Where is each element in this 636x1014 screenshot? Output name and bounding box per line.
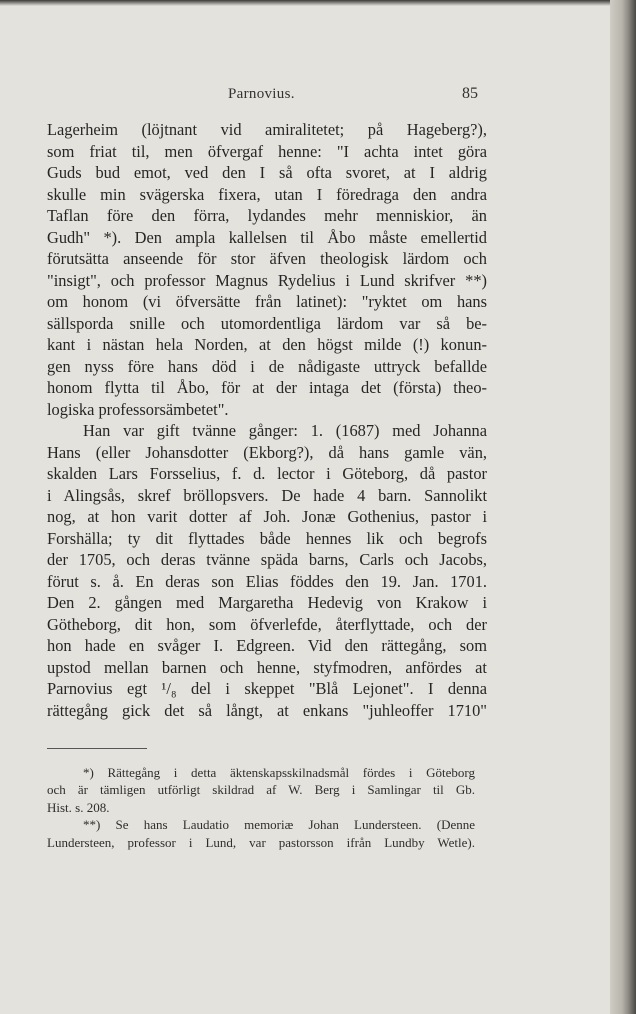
page-number: 85 bbox=[462, 85, 478, 102]
body-text bbox=[47, 119, 487, 721]
body-line: upstod mellan barnen och henne, styfmodren, anfördes at bbox=[47, 657, 487, 677]
body-line: Götheborg, dit hon, som öfverlefde, återflyttade, och der bbox=[47, 614, 487, 634]
body-line: nog, at hon varit dotter af Joh. Jonæ Gothenius, pastor i bbox=[47, 507, 487, 526]
body-line: Guds bud emot, ved den I så ofta svoret, at I aldrig bbox=[47, 163, 487, 182]
body-line: som friat til, men öfvergaf henne: "I achta intet göra bbox=[47, 141, 487, 161]
body-line: i Alingsås, skref bröllopsvers. De hade 4 barn. Sannolikt bbox=[47, 485, 487, 505]
body-line: Parnovius egt ¹/₈ del i skeppet "Blå Lejonet". I denna bbox=[47, 679, 487, 698]
body-line: skalden Lars Forsselius, f. d. lector i Göteborg, då pastor bbox=[47, 464, 487, 483]
body-line: kant i nästan hela Norden, at den högst milde (!) konun- bbox=[47, 335, 487, 354]
body-line: Den 2. gången med Margaretha Hedevig von Krakow i bbox=[47, 593, 487, 612]
body-line: hon hade en svåger I. Edgreen. Vid den rättegång, som bbox=[47, 636, 487, 655]
body-line: gen nyss före hans död i de nådigaste uttryck befallde bbox=[47, 356, 487, 376]
body-line: der 1705, och deras tvänne späda barns, Carls och Jacobs, bbox=[47, 550, 487, 569]
footnote-line: *) Rättegång i detta äktenskapsskilnadsmål fördes i Göteborg bbox=[83, 765, 475, 780]
body-line: "insigt", och professor Magnus Rydelius i Lund skrifver **) bbox=[47, 270, 487, 290]
body-line: Gudh" *). Den ampla kallelsen til Åbo måste emellertid bbox=[47, 227, 487, 247]
body-line: logiska professorsämbetet". bbox=[47, 399, 229, 419]
footnote-line: **) Se hans Laudatio memoriæ Johan Lundersteen. (Denne bbox=[83, 817, 475, 833]
body-line: förutsätta anseende för stor äfven theologisk lärdom och bbox=[47, 249, 487, 268]
footnote-line: Lundersteen, professor i Lund, var pastorsson ifrån Lundby Wetle). bbox=[47, 834, 475, 850]
body-line: Forshälla; ty dit flyttades både hennes lik och begrofs bbox=[47, 528, 487, 548]
body-line: skulle min svägerska fixera, utan I föredraga den andra bbox=[47, 184, 487, 204]
running-title: Parnovius. bbox=[228, 86, 295, 102]
footnote-divider bbox=[47, 748, 147, 749]
footnote-line: Hist. s. 208. bbox=[47, 799, 110, 815]
body-line: Hans (eller Johansdotter (Ekborg?), då hans gamle vän, bbox=[47, 442, 487, 462]
body-line: rättegång gick det så långt, at enkans "juhleoffer 1710" bbox=[47, 700, 487, 720]
body-line: förut s. å. En deras son Elias föddes den 19. Jan. 1701. bbox=[47, 571, 487, 591]
body-line: Han var gift tvänne gånger: 1. (1687) med Johanna bbox=[83, 421, 487, 440]
footnotes bbox=[47, 764, 475, 851]
page-binding-edge bbox=[610, 0, 636, 1014]
body-line: om honom (vi öfversätte från latinet): "ryktet om hans bbox=[47, 292, 487, 311]
footnote-line: och är tämligen utförligt skildrad af W. Berg i Samlingar til Gb. bbox=[47, 782, 475, 798]
body-line: honom flytta til Åbo, för at der intaga det (första) theo- bbox=[47, 378, 487, 397]
body-line: sällsporda snille och utomordentliga lärdom var så be- bbox=[47, 313, 487, 333]
body-line: Taflan före den förra, lydandes mehr menniskior, än bbox=[47, 206, 487, 225]
body-line: Lagerheim (löjtnant vid amiralitetet; på Hageberg?), bbox=[47, 120, 487, 139]
